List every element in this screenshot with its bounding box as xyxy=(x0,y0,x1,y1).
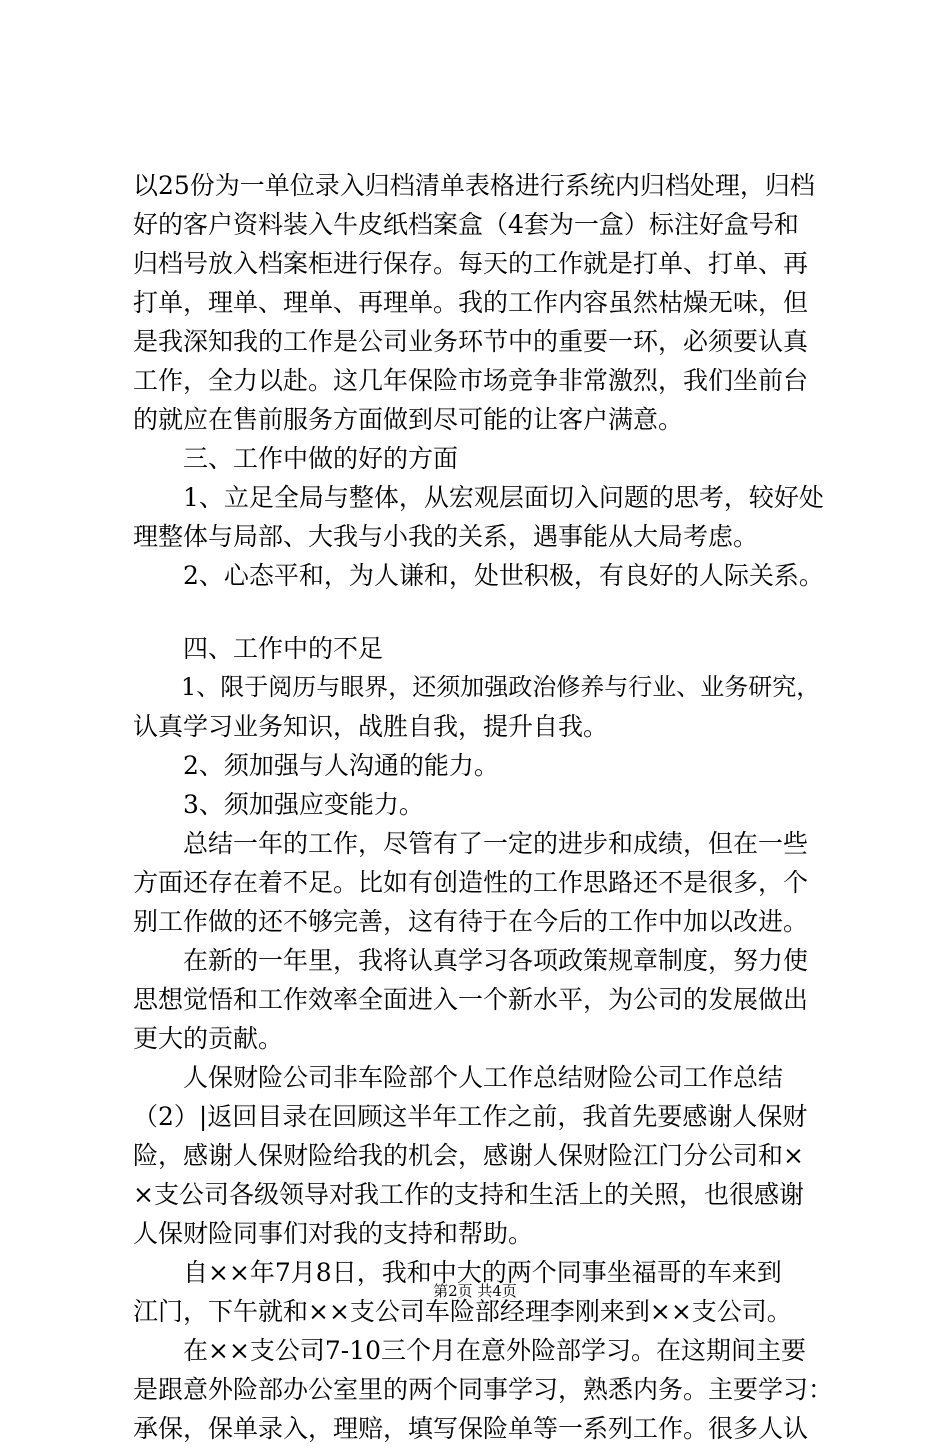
text-line: 打单，理单、理单、再理单。我的工作内容虽然枯燥无味，但 xyxy=(133,288,809,317)
text-line: 人保财险公司非车险部个人工作总结财险公司工作总结 xyxy=(133,1063,784,1092)
text-line: 是我深知我的工作是公司业务环节中的重要一环，必须要认真 xyxy=(133,327,809,356)
text-line: 1、限于阅历与眼界，还须加强政治修养与行业、业务研究， xyxy=(133,673,821,701)
text-line: 更大的贡献。 xyxy=(133,1024,284,1053)
text-line: ×支公司各级领导对我工作的支持和生活上的关照，也很感谢 xyxy=(133,1180,804,1209)
text-line: 人保财险同事们对我的支持和帮助。 xyxy=(133,1219,534,1248)
text-line: 3、须加强应变能力。 xyxy=(133,790,424,819)
text-line: 自××年7月8日，我和中大的两个同事坐福哥的车来到 xyxy=(133,1258,782,1287)
text-line: 1、立足全局与整体，从宏观层面切入问题的思考，较好处 xyxy=(133,483,824,512)
text-line: 归档号放入档案柜进行保存。每天的工作就是打单、打单、再 xyxy=(133,249,809,278)
text-line: 工作，全力以赴。这几年保险市场竞争非常激烈，我们坐前台 xyxy=(133,366,809,395)
text-line: 四、工作中的不足 xyxy=(133,634,384,663)
text-line: 总结一年的工作，尽管有了一定的进步和成绩，但在一些 xyxy=(133,829,809,858)
text-line: 2、心态平和，为人谦和，处世积极，有良好的人际关系。 xyxy=(133,561,824,590)
text-line: 三、工作中做的好的方面 xyxy=(133,444,459,473)
text-line: 是跟意外险部办公室里的两个同事学习，熟悉内务。主要学习： xyxy=(133,1375,833,1404)
text-line: 险，感谢人保财险给我的机会，感谢人保财险江门分公司和× xyxy=(133,1141,804,1170)
text-line: 在××支公司7-10三个月在意外险部学习。在这期间主要 xyxy=(133,1336,807,1365)
text-line: 承保，保单录入，理赔，填写保险单等一系列工作。很多人认 xyxy=(133,1414,809,1443)
text-line: 方面还存在着不足。比如有创造性的工作思路还不是很多，个 xyxy=(133,868,809,897)
text-line: 别工作做的还不够完善，这有待于在今后的工作中加以改进。 xyxy=(133,907,809,936)
text-line: 在新的一年里，我将认真学习各项政策规章制度，努力使 xyxy=(133,946,809,975)
text-line: （2）|返回目录在回顾这半年工作之前，我首先要感谢人保财 xyxy=(133,1102,808,1131)
text-line: 2、须加强与人沟通的能力。 xyxy=(133,751,499,780)
text-line: 以25份为一单位录入归档清单表格进行系统内归档处理，归档 xyxy=(133,171,815,200)
document-body xyxy=(133,166,833,1448)
page-footer: 第2页 共4页 xyxy=(433,1282,517,1300)
text-line: 理整体与局部、大我与小我的关系，遇事能从大局考虑。 xyxy=(133,522,759,551)
blank-line xyxy=(133,595,833,629)
text-line: 认真学习业务知识，战胜自我，提升自我。 xyxy=(133,712,609,741)
text-line: 的就应在售前服务方面做到尽可能的让客户满意。 xyxy=(133,405,684,434)
text-line: 思想觉悟和工作效率全面进入一个新水平，为公司的发展做出 xyxy=(133,985,809,1014)
text-line: 江门，下午就和××支公司车险部经理李刚来到××支公司。 xyxy=(133,1297,792,1326)
text-line: 好的客户资料装入牛皮纸档案盒（4套为一盒）标注好盒号和 xyxy=(133,210,799,239)
